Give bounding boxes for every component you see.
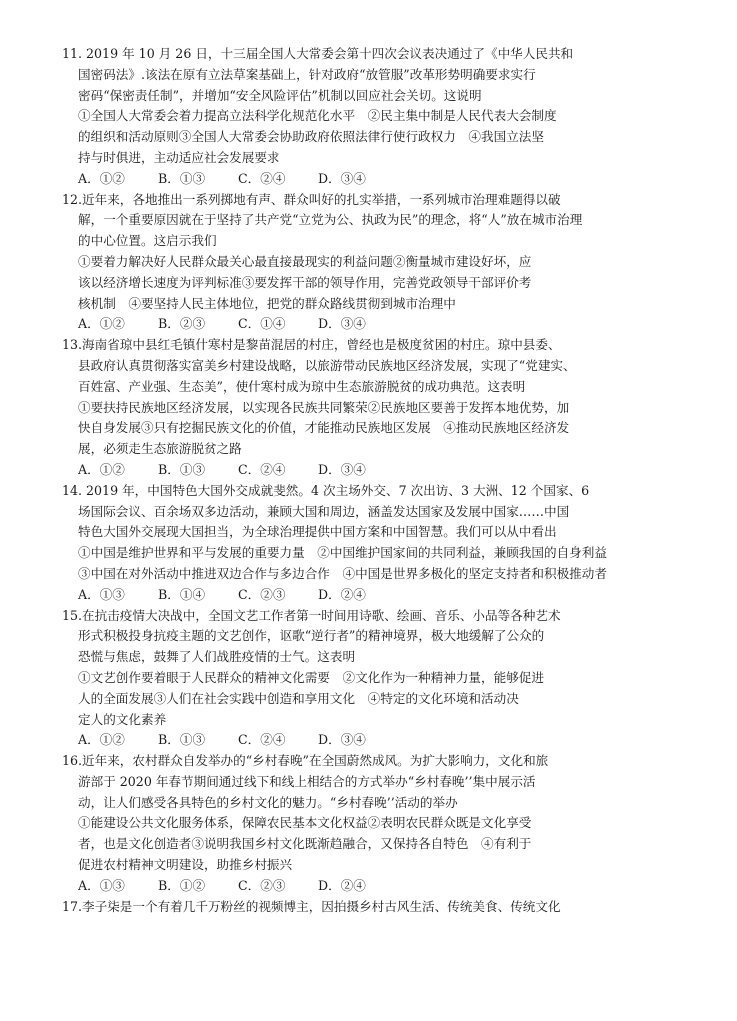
exam-page <box>62 44 682 917</box>
question-text-line: 核机制 ④要坚持人民主体地位，把党的群众路线贯彻到城市治理中 <box>78 295 456 311</box>
question-text-line: 动，让人们感受各具特色的乡村文化的魅力。“乡村春晚’’活动的举办 <box>78 794 458 810</box>
answer-option[interactable]: D．③④ <box>318 732 366 748</box>
answer-options <box>62 730 682 751</box>
question-text-line: ①文艺创作要着眼于人民群众的精神文化需要 ②文化作为一种精神力量，能够促进 <box>78 669 544 685</box>
question-text-line: ①要着力解决好人民群众最关心最直接最现实的利益问题②衡量城市建设好坏，应 <box>78 253 532 269</box>
question-text-line: 形式积极投身抗疫主题的文艺创作，讴歌“逆行者”的精神境界，极大地缓解了公众的 <box>78 628 545 644</box>
answer-option[interactable]: A．①② <box>78 316 125 332</box>
answer-options <box>62 460 682 481</box>
question-text-line: 的组织和活动原则③全国人大常委会协助政府依照法律行使行政权力 ④我国立法坚 <box>78 129 544 145</box>
question-text-line: 持与时俱进，主动适应社会发展要求 <box>78 149 280 165</box>
answer-option[interactable]: B．①④ <box>158 586 206 602</box>
question-block <box>62 751 682 897</box>
answer-option[interactable]: D．②④ <box>318 877 366 893</box>
answer-option[interactable]: C．②④ <box>238 732 286 748</box>
question-text-line: ①能建设公共文化服务体系，保障农民基本文化权益②表明农民群众既是文化享受 <box>78 815 532 831</box>
answer-option[interactable]: B．①③ <box>158 732 206 748</box>
question-text-line: 展，必须走生态旅游脱贫之路 <box>78 441 242 457</box>
question-text-line: 定人的文化素养 <box>78 711 167 727</box>
question-text-line: 游部于 2020 年春节期间通过线下和线上相结合的方式举办“乡村春晚’’集中展示活 <box>78 773 536 789</box>
question-text-line: ①全国人大常委会着力提高立法科学化规范化水平 ②民主集中制是人民代表大会制度 <box>78 108 557 124</box>
answer-option[interactable]: A．①② <box>78 170 125 186</box>
question-text-line: 的中心位置。这启示我们 <box>78 233 217 249</box>
question-stem-line: 14. 2019 年，中国特色大国外交成就斐然。4 次主场外交、7 次出访、3 大洲、12 个国家、6 <box>62 482 590 498</box>
question-text-line: 百姓富、产业强、生态美”，使什寒村成为琼中生态旅游脱贫的成功典范。这表明 <box>78 378 526 394</box>
answer-option[interactable]: A．①② <box>78 461 125 477</box>
answer-option[interactable]: D．③④ <box>318 170 366 186</box>
question-text-line: ①中国是维护世界和平与发展的重要力量 ②中国维护国家间的共同利益，兼顾我国的自身利益 <box>78 545 607 561</box>
answer-option[interactable]: C．①④ <box>238 316 286 332</box>
answer-option[interactable]: B．①③ <box>158 461 206 477</box>
answer-option[interactable]: A．①② <box>78 732 125 748</box>
question-text-line: 快自身发展③只有挖掘民族文化的价值，才能推动民族地区发展 ④推动民族地区经济发 <box>78 420 570 436</box>
question-stem-line: 17.李子柒是一个有着几千万粉丝的视频博主，因拍摄乡村古风生活、传统美食、传统文化 <box>62 898 561 914</box>
answer-option[interactable]: C．②③ <box>238 877 286 893</box>
question-block <box>62 44 682 190</box>
answer-options <box>62 876 682 897</box>
question-text-line: 该以经济增长速度为评判标准③要发挥干部的领导作用，完善党政领导干部评价考 <box>78 274 532 290</box>
answer-option[interactable]: C．②④ <box>238 461 286 477</box>
question-block <box>62 335 682 481</box>
question-block <box>62 897 682 918</box>
question-text-line: ③中国在对外活动中推进双边合作与多边合作 ④中国是世界多极化的坚定支持者和积极推动者 <box>78 565 607 581</box>
question-text-line: 人的全面发展③人们在社会实践中创造和享用文化 ④特定的文化环境和活动决 <box>78 690 519 706</box>
answer-option[interactable]: D．③④ <box>318 461 366 477</box>
question-text-line: ①要扶持民族地区经济发展，以实现各民族共同繁荣②民族地区要善于发挥本地优势，加 <box>78 399 570 415</box>
answer-option[interactable]: D．③④ <box>318 316 366 332</box>
answer-option[interactable]: B．①③ <box>158 170 206 186</box>
answer-option[interactable]: A．①③ <box>78 586 125 602</box>
answer-option[interactable]: C．②④ <box>238 170 286 186</box>
question-text-line: 解，一个重要原因就在于坚持了共产党“立党为公、执政为民”的理念，将“人”放在城市治理 <box>78 212 583 228</box>
answer-options <box>62 585 682 606</box>
answer-option[interactable]: C．②③ <box>238 586 286 602</box>
answer-options <box>62 169 682 190</box>
question-stem-line: 13.海南省琼中县红毛镇什寒村是黎苗混居的村庄，曾经也是极度贫困的村庄。琼中县委、 <box>62 337 561 353</box>
question-block <box>62 606 682 752</box>
answer-option[interactable]: B．①② <box>158 877 206 893</box>
question-stem-line: 12.近年来，各地推出一系列掷地有声、群众叫好的扎实举措，一系列城市治理难题得以破 <box>62 191 561 207</box>
question-text-line: 县政府认真贯彻落实富美乡村建设战略，以旅游带动民族地区经济发展，实现了“党建实、 <box>78 357 576 373</box>
answer-option[interactable]: B．②③ <box>158 316 206 332</box>
question-text-line: 国密码法》.该法在原有立法草案基础上，针对政府“放管服”改革形势明确要求实行 <box>78 66 536 82</box>
question-text-line: 特色大国外交展现大国担当，为全球治理提供中国方案和中国智慧。我们可以从中看出 <box>78 524 557 540</box>
question-text-line: 者，也是文化创造者③说明我国乡村文化既渐趋融合，又保持各自特色 ④有利于 <box>78 836 532 852</box>
question-text-line: 恐慌与焦虑，鼓舞了人们战胜疫情的士气。这表明 <box>78 649 356 665</box>
answer-options <box>62 314 682 335</box>
question-stem-line: 15.在抗击疫情大决战中，全国文艺工作者第一时间用诗歌、绘画、音乐、小品等各种艺术 <box>62 607 561 623</box>
question-stem-line: 11. 2019 年 10 月 26 日，十三届全国人大常委会第十四次会议表决通过了《中华人民共和 <box>62 46 574 61</box>
question-text-line: 密码“保密责任制”，并增加“安全风险评估”机制以回应社会关切。这说明 <box>78 87 482 103</box>
answer-option[interactable]: D．②④ <box>318 586 366 602</box>
question-text-line: 场国际会议、百余场双多边活动，兼顾大国和周边，涵盖发达国家及发展中国家……中国 <box>78 503 570 519</box>
answer-option[interactable]: A．①③ <box>78 877 125 893</box>
question-text-line: 促进农村精神文明建设，助推乡村振兴 <box>78 857 293 873</box>
question-block <box>62 481 682 606</box>
question-stem-line: 16.近年来，农村群众自发举办的“乡村春晚”在全国蔚然成风。为扩大影响力，文化和旅 <box>62 753 549 769</box>
question-block <box>62 190 682 336</box>
